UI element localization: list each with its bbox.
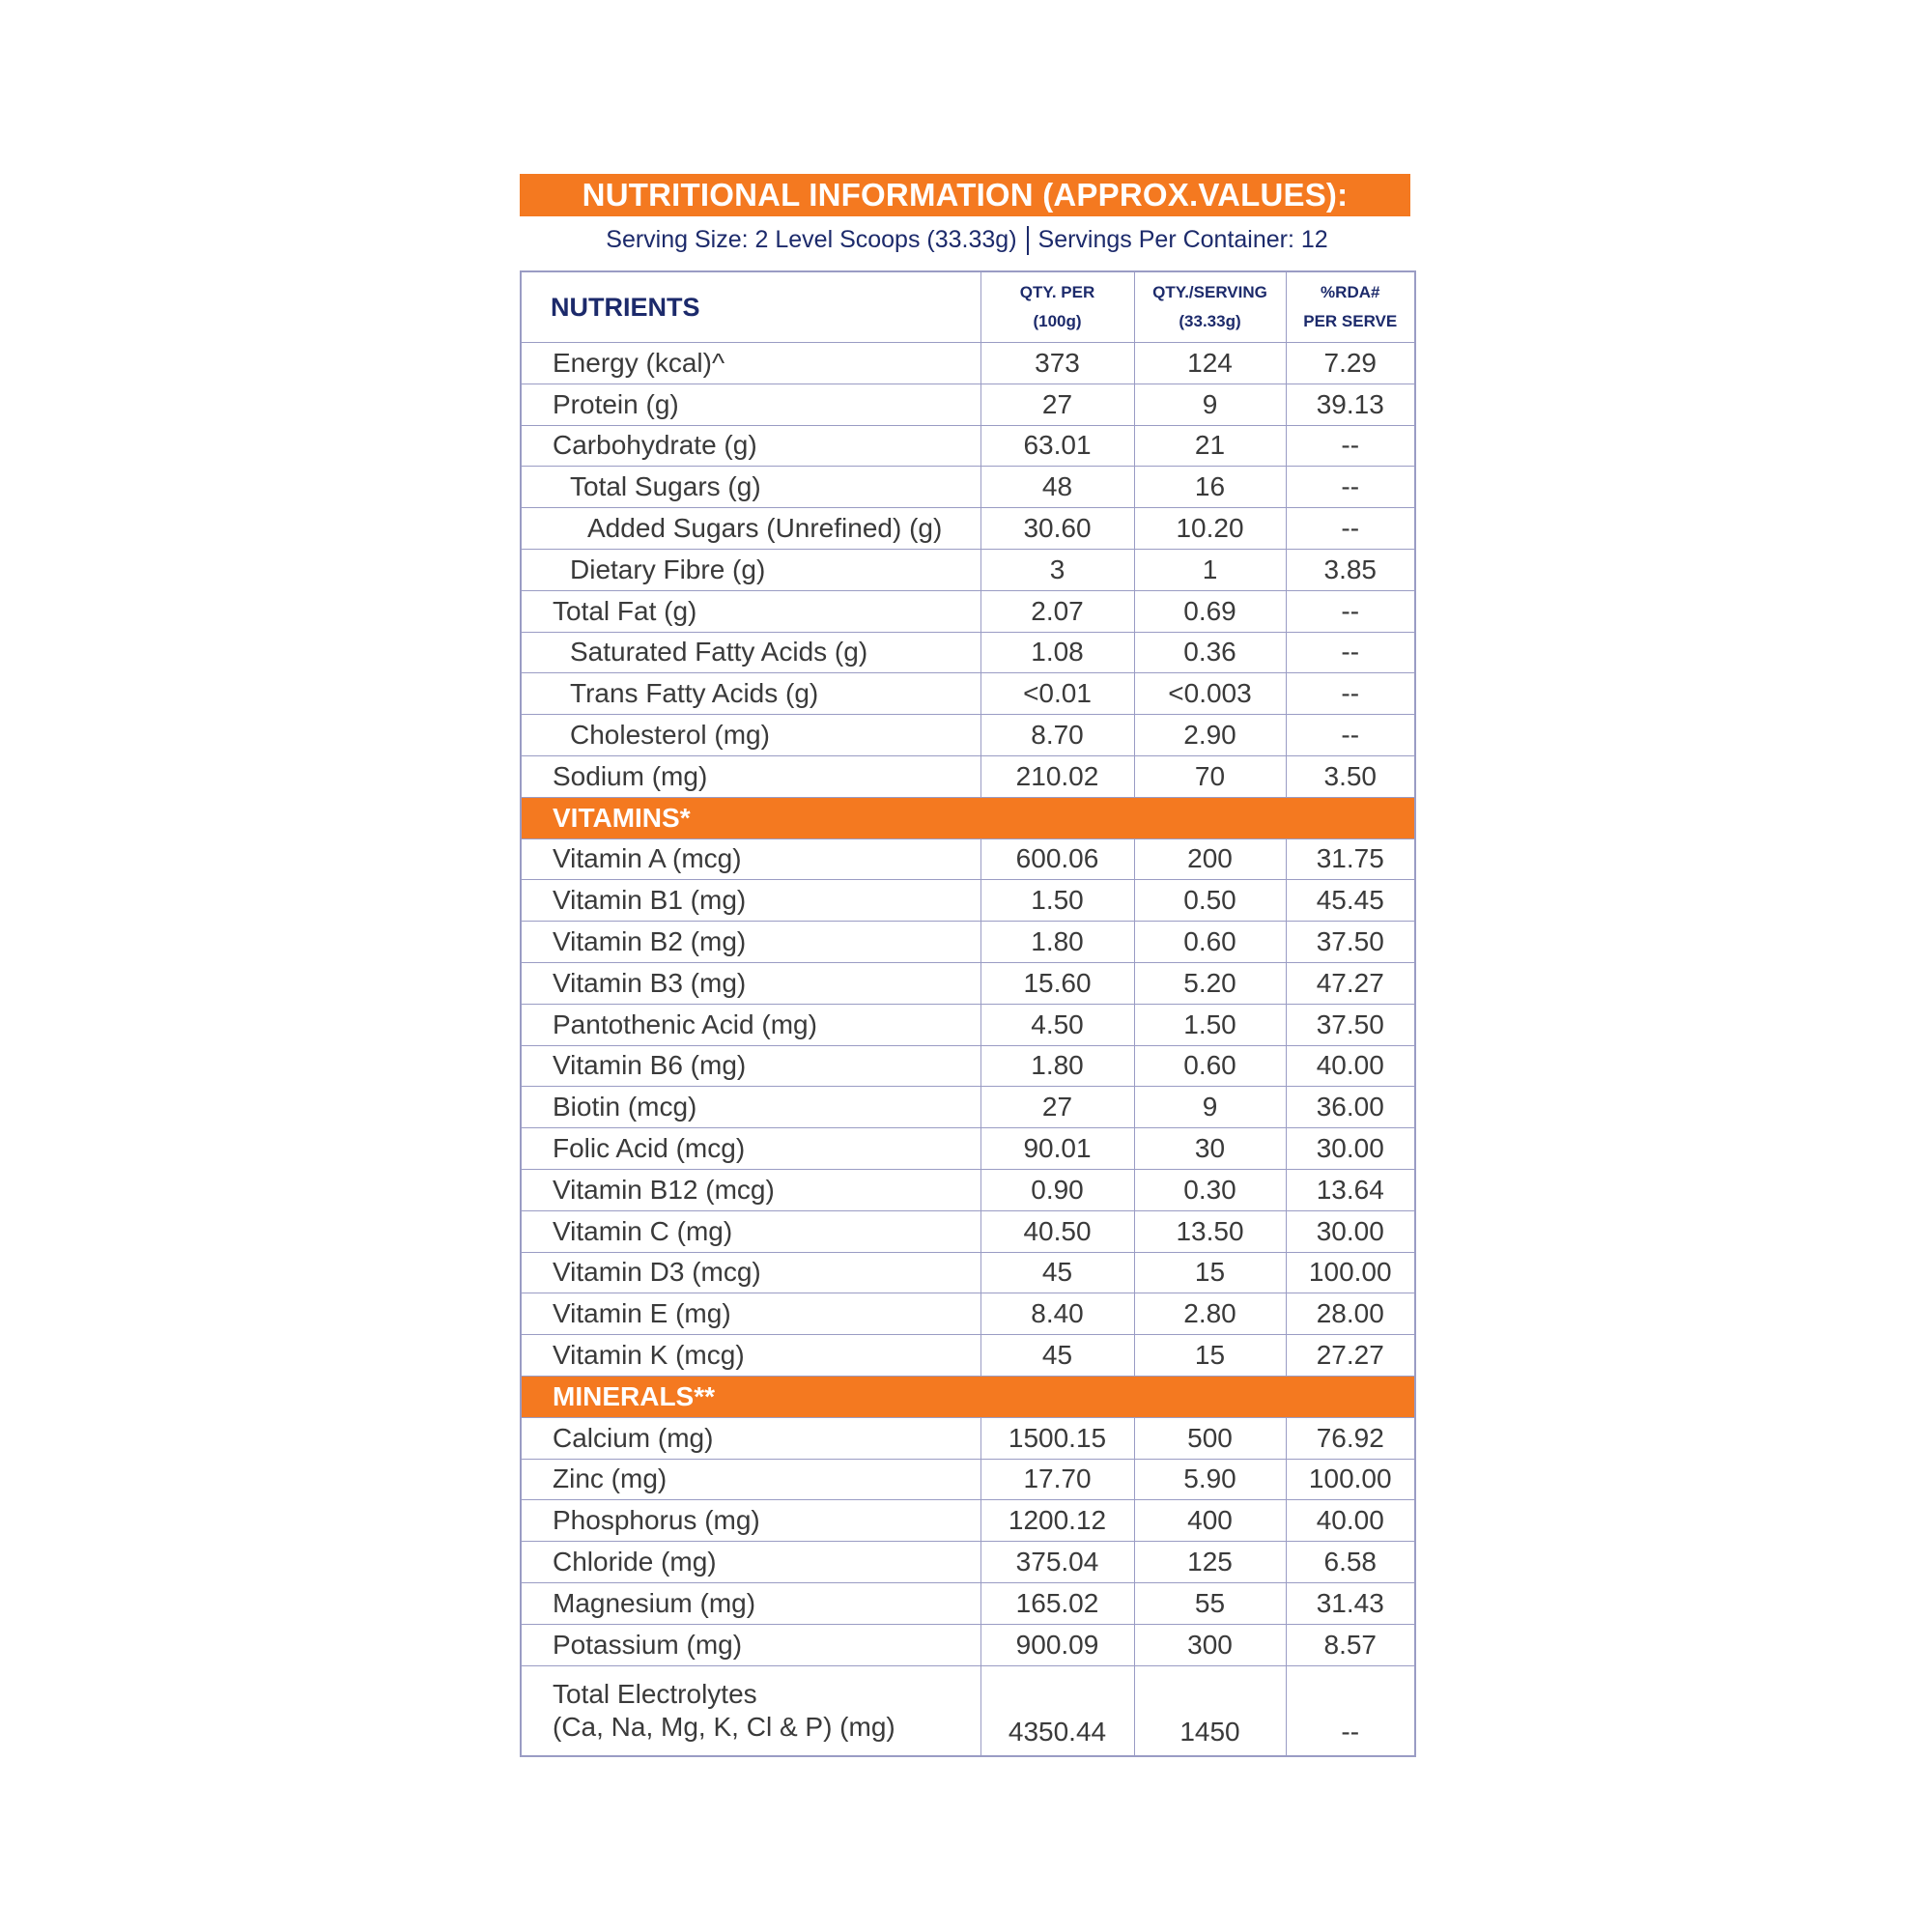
table-row [521, 1582, 1415, 1624]
qty-per-100g: 90.01 [980, 1128, 1134, 1170]
rda-per-serve: 13.64 [1286, 1169, 1415, 1210]
header-col1-line1: QTY. PER [1019, 283, 1095, 301]
qty-per-serving: 0.60 [1134, 922, 1286, 963]
qty-per-serving: 16 [1134, 467, 1286, 508]
table-row [521, 508, 1415, 550]
qty-per-100g: 900.09 [980, 1624, 1134, 1665]
table-row [521, 838, 1415, 880]
qty-per-100g: 8.40 [980, 1293, 1134, 1335]
table-row [521, 425, 1415, 467]
rda-per-serve: 8.57 [1286, 1624, 1415, 1665]
qty-per-100g: 63.01 [980, 425, 1134, 467]
qty-per-serving: 124 [1134, 343, 1286, 384]
nutrient-name: Vitamin D3 (mcg) [521, 1252, 980, 1293]
qty-per-100g: 165.02 [980, 1582, 1134, 1624]
qty-per-100g: 373 [980, 343, 1134, 384]
vitamins-label: VITAMINS* [521, 797, 1415, 838]
electrolytes-name [521, 1665, 980, 1756]
qty-per-serving: 5.90 [1134, 1459, 1286, 1500]
rda-per-serve: 40.00 [1286, 1500, 1415, 1542]
table-row [521, 1169, 1415, 1210]
qty-per-100g: 30.60 [980, 508, 1134, 550]
qty-per-100g: 17.70 [980, 1459, 1134, 1500]
qty-per-serving: 15 [1134, 1335, 1286, 1377]
nutrition-table [520, 270, 1416, 1757]
qty-per-100g: 4350.44 [980, 1665, 1134, 1756]
table-row [521, 384, 1415, 425]
qty-per-serving: 9 [1134, 384, 1286, 425]
qty-per-100g: 48 [980, 467, 1134, 508]
qty-per-serving: 1.50 [1134, 1004, 1286, 1045]
nutrient-name: Vitamin B3 (mg) [521, 962, 980, 1004]
nutrient-name: Vitamin B6 (mg) [521, 1045, 980, 1087]
table-row [521, 673, 1415, 715]
nutrient-name: Magnesium (mg) [521, 1582, 980, 1624]
nutrient-name: Sodium (mg) [521, 755, 980, 797]
rda-per-serve: 31.43 [1286, 1582, 1415, 1624]
header-qty-per-serving [1134, 271, 1286, 343]
rda-per-serve: 47.27 [1286, 962, 1415, 1004]
table-row [521, 467, 1415, 508]
table-row [521, 1045, 1415, 1087]
table-row [521, 1210, 1415, 1252]
qty-per-100g: 0.90 [980, 1169, 1134, 1210]
rda-per-serve: 36.00 [1286, 1087, 1415, 1128]
rda-per-serve: 100.00 [1286, 1459, 1415, 1500]
rda-per-serve: -- [1286, 508, 1415, 550]
nutrient-name: Vitamin B12 (mcg) [521, 1169, 980, 1210]
qty-per-serving: 70 [1134, 755, 1286, 797]
rda-per-serve: 76.92 [1286, 1417, 1415, 1459]
qty-per-serving: 55 [1134, 1582, 1286, 1624]
qty-per-100g: 210.02 [980, 755, 1134, 797]
table-row [521, 1624, 1415, 1665]
header-col3-line2: PER SERVE [1303, 312, 1398, 330]
nutrient-name: Biotin (mcg) [521, 1087, 980, 1128]
nutrient-name: Vitamin B1 (mg) [521, 880, 980, 922]
qty-per-serving: 1 [1134, 549, 1286, 590]
serving-separator [1027, 226, 1029, 255]
table-row [521, 1293, 1415, 1335]
nutrient-name: Potassium (mg) [521, 1624, 980, 1665]
rda-per-serve: 6.58 [1286, 1542, 1415, 1583]
header-nutrients: NUTRIENTS [521, 271, 980, 343]
table-row [521, 1335, 1415, 1377]
minerals-label: MINERALS** [521, 1376, 1415, 1417]
qty-per-serving: 500 [1134, 1417, 1286, 1459]
nutrient-name: Phosphorus (mg) [521, 1500, 980, 1542]
table-row [521, 549, 1415, 590]
nutrient-name: Folic Acid (mcg) [521, 1128, 980, 1170]
nutrient-name: Total Sugars (g) [521, 467, 980, 508]
qty-per-serving: 0.60 [1134, 1045, 1286, 1087]
nutrient-name: Trans Fatty Acids (g) [521, 673, 980, 715]
nutrient-name: Protein (g) [521, 384, 980, 425]
table-header-row [521, 271, 1415, 343]
nutrient-name: Vitamin K (mcg) [521, 1335, 980, 1377]
header-col2-line1: QTY./SERVING [1152, 283, 1267, 301]
rda-per-serve: 3.85 [1286, 549, 1415, 590]
qty-per-100g: 45 [980, 1335, 1134, 1377]
qty-per-100g: 1.80 [980, 1045, 1134, 1087]
table-row-electrolytes [521, 1665, 1415, 1756]
rda-per-serve: 7.29 [1286, 343, 1415, 384]
nutrient-name: Pantothenic Acid (mg) [521, 1004, 980, 1045]
rda-per-serve: 37.50 [1286, 1004, 1415, 1045]
qty-per-100g: 8.70 [980, 715, 1134, 756]
table-row [521, 1417, 1415, 1459]
qty-per-serving: 13.50 [1134, 1210, 1286, 1252]
rda-per-serve: 45.45 [1286, 880, 1415, 922]
qty-per-serving: 21 [1134, 425, 1286, 467]
nutrient-name: Chloride (mg) [521, 1542, 980, 1583]
qty-per-serving: 10.20 [1134, 508, 1286, 550]
nutrient-name: Cholesterol (mg) [521, 715, 980, 756]
table-row [521, 922, 1415, 963]
nutrition-title: NUTRITIONAL INFORMATION (APPROX.VALUES): [520, 174, 1410, 216]
nutrient-name: Saturated Fatty Acids (g) [521, 632, 980, 673]
nutrient-name: Total Fat (g) [521, 590, 980, 632]
qty-per-100g: 2.07 [980, 590, 1134, 632]
table-row [521, 1459, 1415, 1500]
electrolytes-name-line1: Total Electrolytes [553, 1678, 757, 1709]
qty-per-serving: 2.90 [1134, 715, 1286, 756]
qty-per-100g: 375.04 [980, 1542, 1134, 1583]
nutrient-name: Vitamin B2 (mg) [521, 922, 980, 963]
nutrient-name: Added Sugars (Unrefined) (g) [521, 508, 980, 550]
table-row [521, 1252, 1415, 1293]
table-row [521, 1542, 1415, 1583]
electrolytes-name-line2: (Ca, Na, Mg, K, Cl & P) (mg) [553, 1711, 895, 1742]
rda-per-serve: -- [1286, 632, 1415, 673]
rda-per-serve: -- [1286, 467, 1415, 508]
qty-per-100g: 1.50 [980, 880, 1134, 922]
rda-per-serve: 31.75 [1286, 838, 1415, 880]
rda-per-serve: -- [1286, 673, 1415, 715]
rda-per-serve: -- [1286, 590, 1415, 632]
rda-per-serve: -- [1286, 715, 1415, 756]
qty-per-serving: <0.003 [1134, 673, 1286, 715]
rda-per-serve: 100.00 [1286, 1252, 1415, 1293]
nutrient-name: Energy (kcal)^ [521, 343, 980, 384]
qty-per-serving: 400 [1134, 1500, 1286, 1542]
table-row [521, 343, 1415, 384]
serving-info [520, 216, 1414, 263]
nutrient-name: Vitamin E (mg) [521, 1293, 980, 1335]
qty-per-100g: 3 [980, 549, 1134, 590]
vitamins-section-header [521, 797, 1415, 838]
header-col1-line2: (100g) [1033, 312, 1082, 330]
table-row [521, 880, 1415, 922]
qty-per-serving: 2.80 [1134, 1293, 1286, 1335]
table-row [521, 632, 1415, 673]
rda-per-serve: 37.50 [1286, 922, 1415, 963]
header-qty-per-100g [980, 271, 1134, 343]
table-row [521, 755, 1415, 797]
table-row [521, 962, 1415, 1004]
qty-per-serving: 5.20 [1134, 962, 1286, 1004]
qty-per-100g: 1.80 [980, 922, 1134, 963]
qty-per-serving: 0.50 [1134, 880, 1286, 922]
header-col3-line1: %RDA# [1321, 283, 1380, 301]
rda-per-serve: -- [1286, 425, 1415, 467]
qty-per-100g: 4.50 [980, 1004, 1134, 1045]
qty-per-100g: 27 [980, 384, 1134, 425]
rda-per-serve: -- [1286, 1665, 1415, 1756]
nutrient-name: Vitamin A (mcg) [521, 838, 980, 880]
serving-size: Serving Size: 2 Level Scoops (33.33g) [606, 226, 1017, 253]
rda-per-serve: 30.00 [1286, 1128, 1415, 1170]
qty-per-serving: 30 [1134, 1128, 1286, 1170]
table-row [521, 1004, 1415, 1045]
nutrient-name: Dietary Fibre (g) [521, 549, 980, 590]
qty-per-serving: 300 [1134, 1624, 1286, 1665]
qty-per-100g: 1200.12 [980, 1500, 1134, 1542]
rda-per-serve: 39.13 [1286, 384, 1415, 425]
qty-per-100g: 40.50 [980, 1210, 1134, 1252]
qty-per-serving: 1450 [1134, 1665, 1286, 1756]
qty-per-serving: 0.30 [1134, 1169, 1286, 1210]
minerals-section-header [521, 1376, 1415, 1417]
nutrient-name: Calcium (mg) [521, 1417, 980, 1459]
table-row [521, 1500, 1415, 1542]
qty-per-100g: <0.01 [980, 673, 1134, 715]
header-rda-per-serve [1286, 271, 1415, 343]
qty-per-100g: 1500.15 [980, 1417, 1134, 1459]
qty-per-100g: 15.60 [980, 962, 1134, 1004]
qty-per-serving: 9 [1134, 1087, 1286, 1128]
table-row [521, 1128, 1415, 1170]
qty-per-100g: 27 [980, 1087, 1134, 1128]
qty-per-100g: 1.08 [980, 632, 1134, 673]
rda-per-serve: 40.00 [1286, 1045, 1415, 1087]
nutrient-name: Carbohydrate (g) [521, 425, 980, 467]
rda-per-serve: 27.27 [1286, 1335, 1415, 1377]
qty-per-serving: 0.69 [1134, 590, 1286, 632]
table-row [521, 590, 1415, 632]
qty-per-serving: 0.36 [1134, 632, 1286, 673]
nutrition-panel [520, 174, 1414, 1757]
rda-per-serve: 28.00 [1286, 1293, 1415, 1335]
qty-per-serving: 200 [1134, 838, 1286, 880]
rda-per-serve: 30.00 [1286, 1210, 1415, 1252]
qty-per-serving: 15 [1134, 1252, 1286, 1293]
table-row [521, 715, 1415, 756]
rda-per-serve: 3.50 [1286, 755, 1415, 797]
servings-per-container: Servings Per Container: 12 [1037, 226, 1328, 253]
qty-per-100g: 45 [980, 1252, 1134, 1293]
header-col2-line2: (33.33g) [1179, 312, 1241, 330]
qty-per-100g: 600.06 [980, 838, 1134, 880]
nutrient-name: Vitamin C (mg) [521, 1210, 980, 1252]
nutrient-name: Zinc (mg) [521, 1459, 980, 1500]
table-row [521, 1087, 1415, 1128]
qty-per-serving: 125 [1134, 1542, 1286, 1583]
